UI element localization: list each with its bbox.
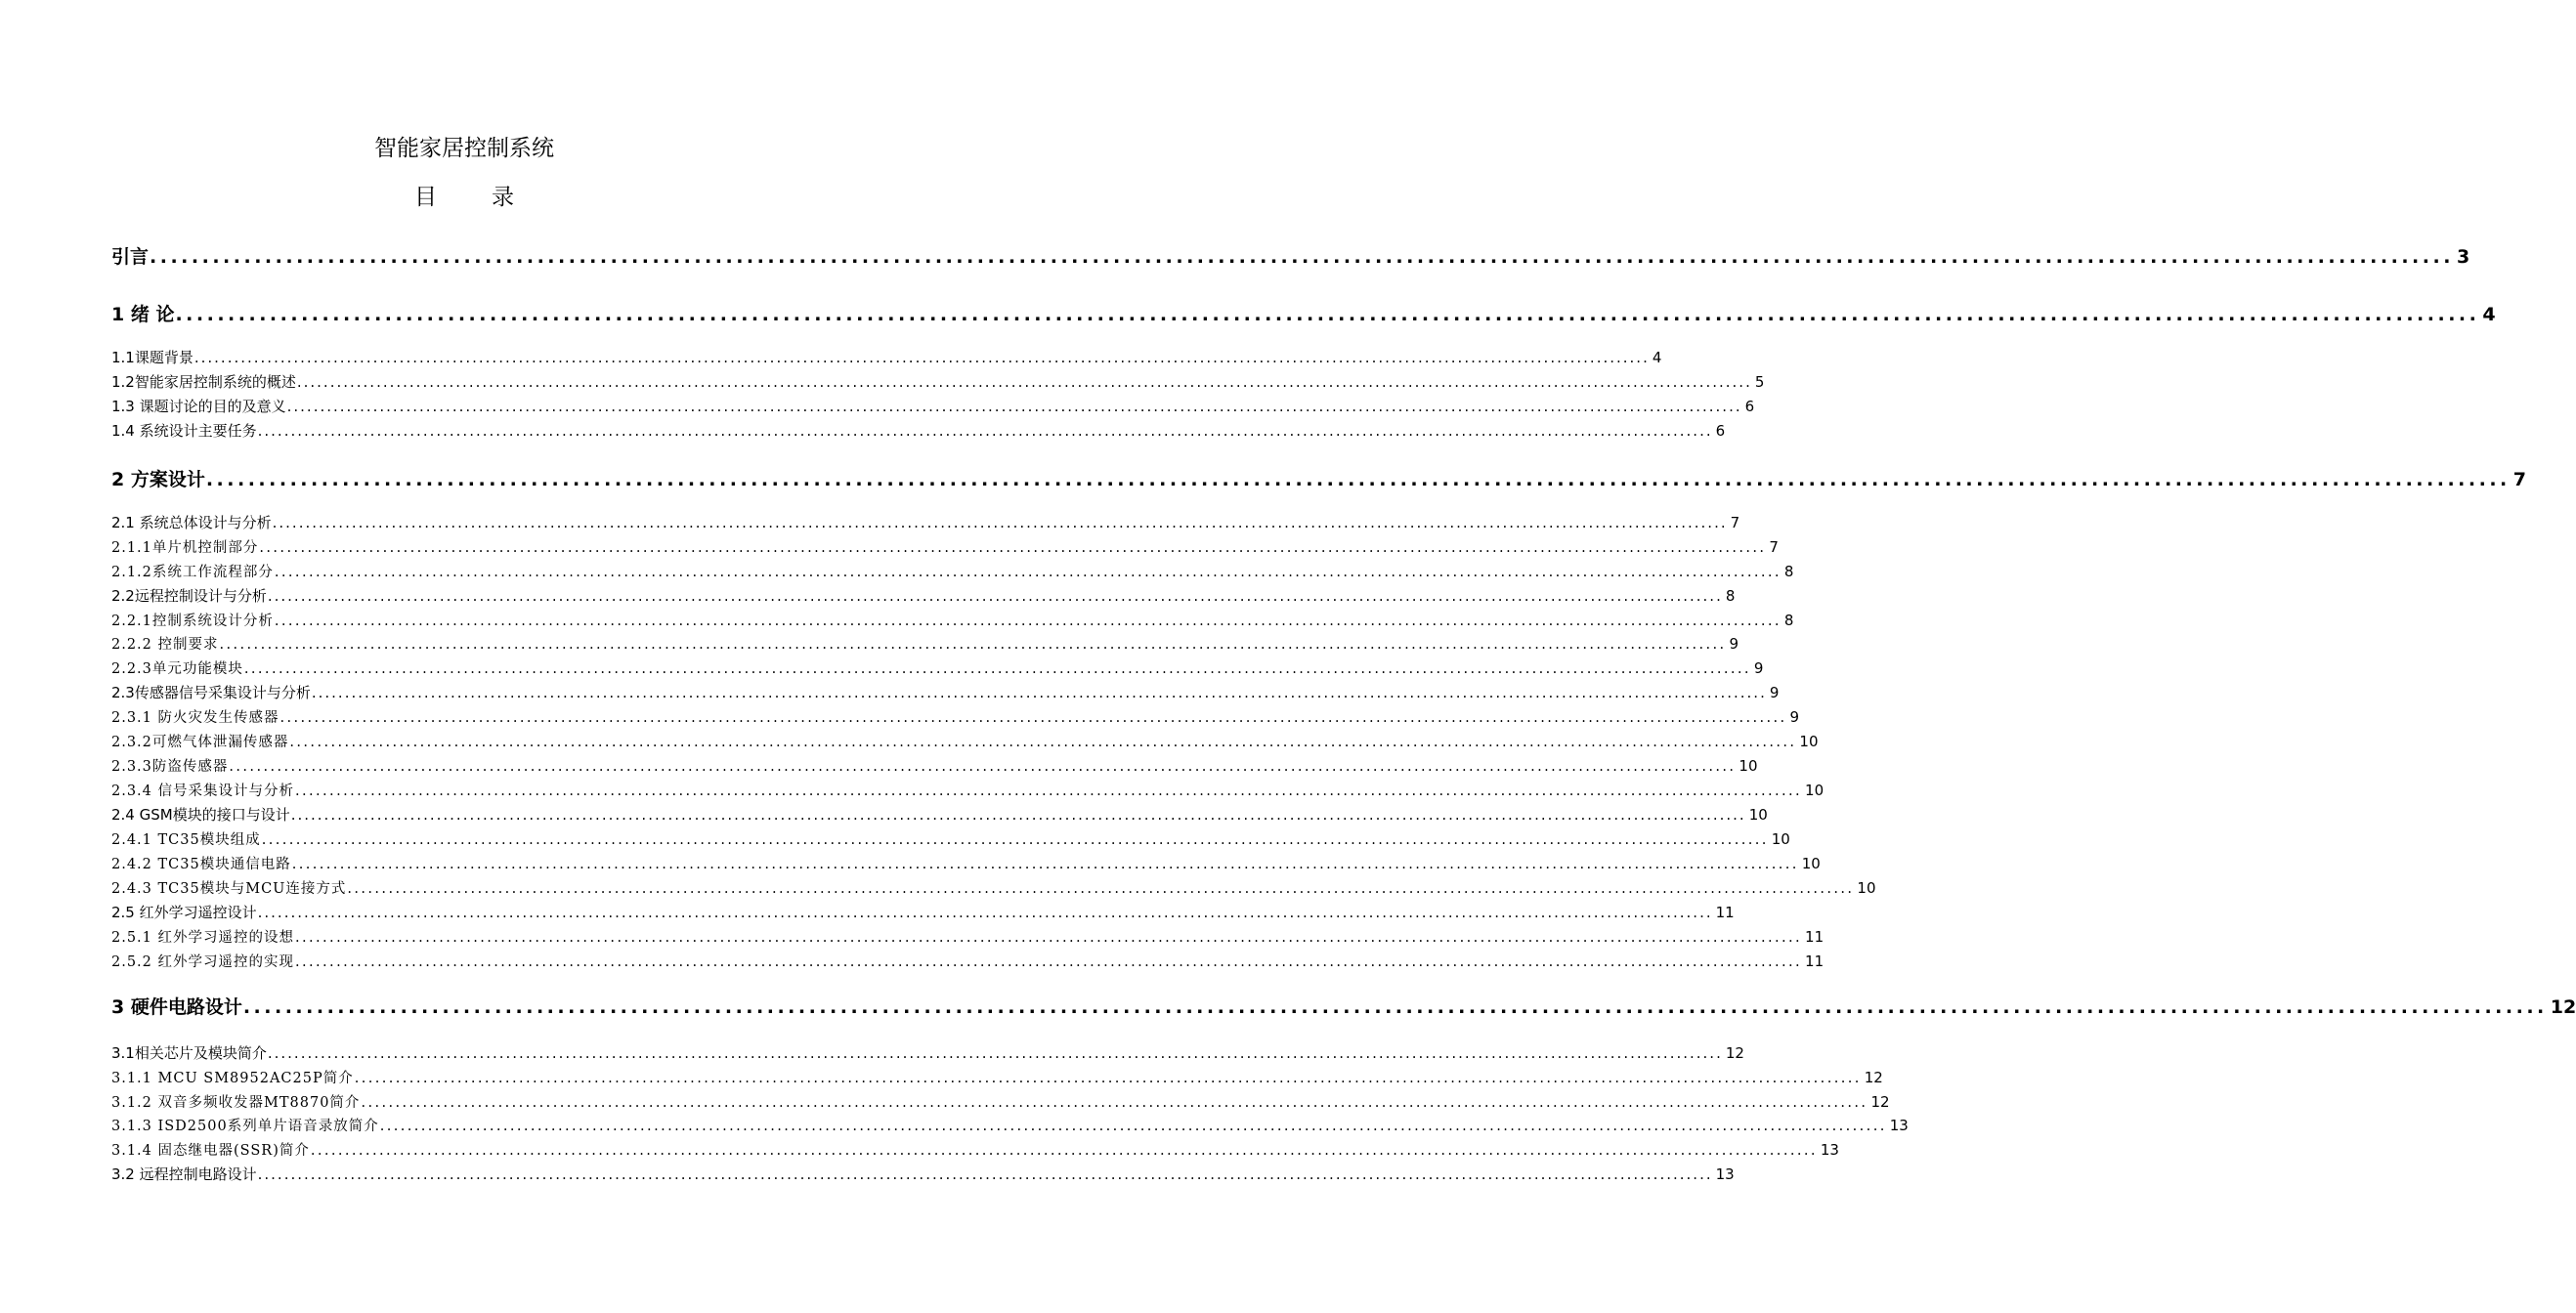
toc-dot-leader: ............................................................................................................................................................................................................................ xyxy=(257,904,1713,921)
toc-dot-leader: ............................................................................................................................................................................................................................ xyxy=(257,422,1713,440)
toc-entry-page: 9 xyxy=(1753,659,1764,677)
toc-dot-leader: ............................................................................................................................................................................................................................ xyxy=(261,832,1769,848)
toc-entry[interactable] xyxy=(111,372,1765,392)
toc-entry-title: 2.2.3单元功能模块 xyxy=(111,661,243,677)
toc-entry-page: 11 xyxy=(1805,928,1825,946)
toc-entry-page: 4 xyxy=(2482,304,2496,325)
toc-dot-leader: ............................................................................................................................................................................................................................ xyxy=(175,304,2480,325)
toc-heading-left: 目 xyxy=(414,185,437,210)
toc-dot-leader: ............................................................................................................................................................................................................................ xyxy=(193,349,1650,366)
document-title: 智能家居控制系统 xyxy=(374,136,554,161)
toc-entry-title: 3.2 远程控制电路设计 xyxy=(111,1165,257,1183)
toc-entry-page: 10 xyxy=(1799,733,1819,750)
toc-dot-leader: ............................................................................................................................................................................................................................ xyxy=(354,1071,1862,1086)
toc-entry-title: 2.2远程控制设计与分析 xyxy=(111,587,267,605)
toc-entry-title: 1 绪 论 xyxy=(111,304,175,325)
toc-entry-title: 2.3.4 信号采集设计与分析 xyxy=(111,784,295,799)
toc-entry-title: 3.1.3 ISD2500系列单片语音录放简介 xyxy=(111,1119,379,1134)
toc-dot-leader: ............................................................................................................................................................................................................................ xyxy=(267,587,1723,605)
toc-dot-leader: ............................................................................................................................................................................................................................ xyxy=(272,514,1728,531)
toc-entry-title: 2.5.1 红外学习遥控的设想 xyxy=(111,930,295,946)
toc-entry[interactable] xyxy=(111,513,1740,532)
toc-entry[interactable] xyxy=(111,995,2576,1020)
toc-entry-title: 1.2智能家居控制系统的概述 xyxy=(111,373,296,391)
toc-dot-leader: ............................................................................................................................................................................................................................ xyxy=(286,398,1742,415)
toc-entry-page: 7 xyxy=(1730,514,1740,531)
toc-entry-page: 11 xyxy=(1715,904,1735,921)
toc-dot-leader: ............................................................................................................................................................................................................................ xyxy=(205,469,2511,490)
toc-entry-title: 2.3.2可燃气体泄漏传感器 xyxy=(111,735,289,750)
toc-entry-page: 9 xyxy=(1769,684,1780,701)
toc-entry-page: 8 xyxy=(1783,563,1794,580)
toc-entry[interactable] xyxy=(111,683,1780,702)
toc-dot-leader: ............................................................................................................................................................................................................................ xyxy=(259,540,1767,556)
toc-entry-page: 10 xyxy=(1739,757,1758,775)
toc-entry-title: 3.1.4 固态继电器(SSR)简介 xyxy=(111,1143,310,1159)
toc-dot-leader: ............................................................................................................................................................................................................................ xyxy=(361,1095,1868,1111)
toc-entry-page: 13 xyxy=(1715,1165,1735,1183)
toc-entry-title: 1.1课题背景 xyxy=(111,349,193,366)
toc-entry-page: 9 xyxy=(1729,635,1739,653)
toc-entry-title: 3 硬件电路设计 xyxy=(111,996,242,1018)
toc-entry-title: 1.3 课题讨论的目的及意义 xyxy=(111,398,286,415)
toc-entry[interactable] xyxy=(111,421,1726,441)
toc-entry[interactable] xyxy=(111,1140,1839,1161)
toc-entry-page: 5 xyxy=(1754,373,1765,391)
toc-entry-page: 11 xyxy=(1805,953,1825,970)
toc-entry-title: 2.3.1 防火灾发生传感器 xyxy=(111,710,279,726)
toc-entry-page: 10 xyxy=(1771,830,1790,848)
toc-entry[interactable] xyxy=(111,1116,1909,1136)
toc-entry-title: 3.1.1 MCU SM8952AC25P简介 xyxy=(111,1071,354,1086)
toc-entry-title: 2.5.2 红外学习遥控的实现 xyxy=(111,954,295,970)
toc-dot-leader: ............................................................................................................................................................................................................................ xyxy=(229,759,1737,775)
toc-entry-page: 12 xyxy=(1864,1069,1883,1086)
toc-entry-page: 12 xyxy=(1870,1093,1890,1111)
toc-dot-leader: ............................................................................................................................................................................................................................ xyxy=(219,637,1727,653)
toc-dot-leader: ............................................................................................................................................................................................................................ xyxy=(279,710,1787,726)
toc-entry-title: 2.4.1 TC35模块组成 xyxy=(111,832,261,848)
toc-entry-title: 2.1 系统总体设计与分析 xyxy=(111,514,272,531)
toc-entry-page: 8 xyxy=(1725,587,1736,605)
toc-dot-leader: ............................................................................................................................................................................................................................ xyxy=(296,373,1752,391)
toc-entry[interactable] xyxy=(111,781,1825,801)
toc-entry[interactable] xyxy=(111,302,2496,327)
toc-dot-leader: ............................................................................................................................................................................................................................ xyxy=(274,565,1782,580)
toc-entry-title: 引言 xyxy=(111,246,150,268)
toc-entry[interactable] xyxy=(111,244,2470,270)
toc-dot-leader: ............................................................................................................................................................................................................................ xyxy=(242,996,2548,1018)
toc-dot-leader: ............................................................................................................................................................................................................................ xyxy=(311,684,1767,701)
toc-dot-leader: ............................................................................................................................................................................................................................ xyxy=(289,735,1797,750)
toc-entry[interactable] xyxy=(111,805,1768,825)
toc-entry-page: 8 xyxy=(1783,612,1794,629)
toc-entry[interactable] xyxy=(111,586,1736,606)
toc-dot-leader: ............................................................................................................................................................................................................................ xyxy=(295,784,1803,799)
toc-entry-title: 2.2.1控制系统设计分析 xyxy=(111,614,274,629)
toc-entry-title: 2.4.2 TC35模块通信电路 xyxy=(111,857,291,872)
toc-dot-leader: ............................................................................................................................................................................................................................ xyxy=(379,1119,1887,1134)
toc-entry[interactable] xyxy=(111,634,1739,655)
toc-entry-page: 9 xyxy=(1789,708,1800,726)
toc-dot-leader: ............................................................................................................................................................................................................................ xyxy=(290,806,1746,824)
toc-entry[interactable] xyxy=(111,952,1825,972)
toc-entry-page: 7 xyxy=(1769,538,1779,556)
toc-entry[interactable] xyxy=(111,927,1825,948)
toc-entry-page: 10 xyxy=(1857,879,1876,897)
toc-entry-page: 6 xyxy=(1744,398,1755,415)
toc-entry[interactable] xyxy=(111,658,1764,679)
toc-entry[interactable] xyxy=(111,611,1794,631)
toc-entry-page: 4 xyxy=(1652,349,1662,366)
toc-dot-leader: ............................................................................................................................................................................................................................ xyxy=(150,246,2454,268)
toc-entry-title: 2.4 GSM模块的接口与设计 xyxy=(111,806,290,824)
toc-dot-leader: ............................................................................................................................................................................................................................ xyxy=(243,661,1751,677)
toc-entry-title: 1.4 系统设计主要任务 xyxy=(111,422,257,440)
toc-entry[interactable] xyxy=(111,829,1790,850)
toc-entry[interactable] xyxy=(111,537,1779,558)
toc-entry-title: 2.1.1单片机控制部分 xyxy=(111,540,259,556)
toc-entry-title: 2.3传感器信号采集设计与分析 xyxy=(111,684,311,701)
toc-entry-page: 6 xyxy=(1715,422,1726,440)
toc-entry-page: 10 xyxy=(1805,782,1825,799)
toc-entry[interactable] xyxy=(111,397,1755,416)
toc-entry-title: 3.1相关芯片及模块简介 xyxy=(111,1044,267,1062)
toc-entry[interactable] xyxy=(111,756,1758,777)
toc-entry[interactable] xyxy=(111,562,1794,582)
toc-heading-right: 录 xyxy=(492,185,514,210)
toc-entry[interactable] xyxy=(111,348,1662,367)
toc-dot-leader: ............................................................................................................................................................................................................................ xyxy=(295,954,1803,970)
toc-dot-leader: ............................................................................................................................................................................................................................ xyxy=(295,930,1803,946)
toc-entry-title: 2.2.2 控制要求 xyxy=(111,637,219,653)
toc-heading xyxy=(0,182,928,213)
toc-entry-page: 10 xyxy=(1801,855,1821,872)
toc-entry-title: 2.4.3 TC35模块与MCU连接方式 xyxy=(111,881,347,897)
toc-dot-leader: ............................................................................................................................................................................................................................ xyxy=(291,857,1799,872)
toc-entry-title: 3.1.2 双音多频收发器MT8870简介 xyxy=(111,1095,361,1111)
toc-entry-title: 2.1.2系统工作流程部分 xyxy=(111,565,274,580)
toc-entry-page: 13 xyxy=(1820,1141,1839,1159)
toc-entry[interactable] xyxy=(111,707,1800,728)
toc-entry[interactable] xyxy=(111,1068,1883,1088)
toc-entry[interactable] xyxy=(111,878,1876,899)
toc-entry[interactable] xyxy=(111,732,1819,752)
toc-entry-page: 12 xyxy=(1725,1044,1744,1062)
toc-entry[interactable] xyxy=(111,467,2526,492)
toc-entry-title: 2.3.3防盗传感器 xyxy=(111,759,229,775)
toc-dot-leader: ............................................................................................................................................................................................................................ xyxy=(274,614,1782,629)
toc-entry-page: 12 xyxy=(2550,996,2576,1018)
toc-dot-leader: ............................................................................................................................................................................................................................ xyxy=(347,881,1855,897)
toc-entry[interactable] xyxy=(111,854,1821,874)
toc-entry-page: 7 xyxy=(2512,469,2526,490)
toc-entry[interactable] xyxy=(111,903,1735,922)
toc-entry[interactable] xyxy=(111,1092,1890,1113)
toc-entry-title: 2 方案设计 xyxy=(111,469,205,490)
toc-entry[interactable] xyxy=(111,1043,1744,1063)
toc-dot-leader: ............................................................................................................................................................................................................................ xyxy=(257,1165,1713,1183)
toc-dot-leader: ............................................................................................................................................................................................................................ xyxy=(310,1143,1818,1159)
toc-entry-title: 2.5 红外学习遥控设计 xyxy=(111,904,257,921)
toc-entry-page: 10 xyxy=(1748,806,1768,824)
toc-entry-page: 13 xyxy=(1889,1117,1909,1134)
toc-dot-leader: ............................................................................................................................................................................................................................ xyxy=(267,1044,1723,1062)
toc-entry[interactable] xyxy=(111,1165,1735,1184)
toc-entry-page: 3 xyxy=(2456,246,2470,268)
